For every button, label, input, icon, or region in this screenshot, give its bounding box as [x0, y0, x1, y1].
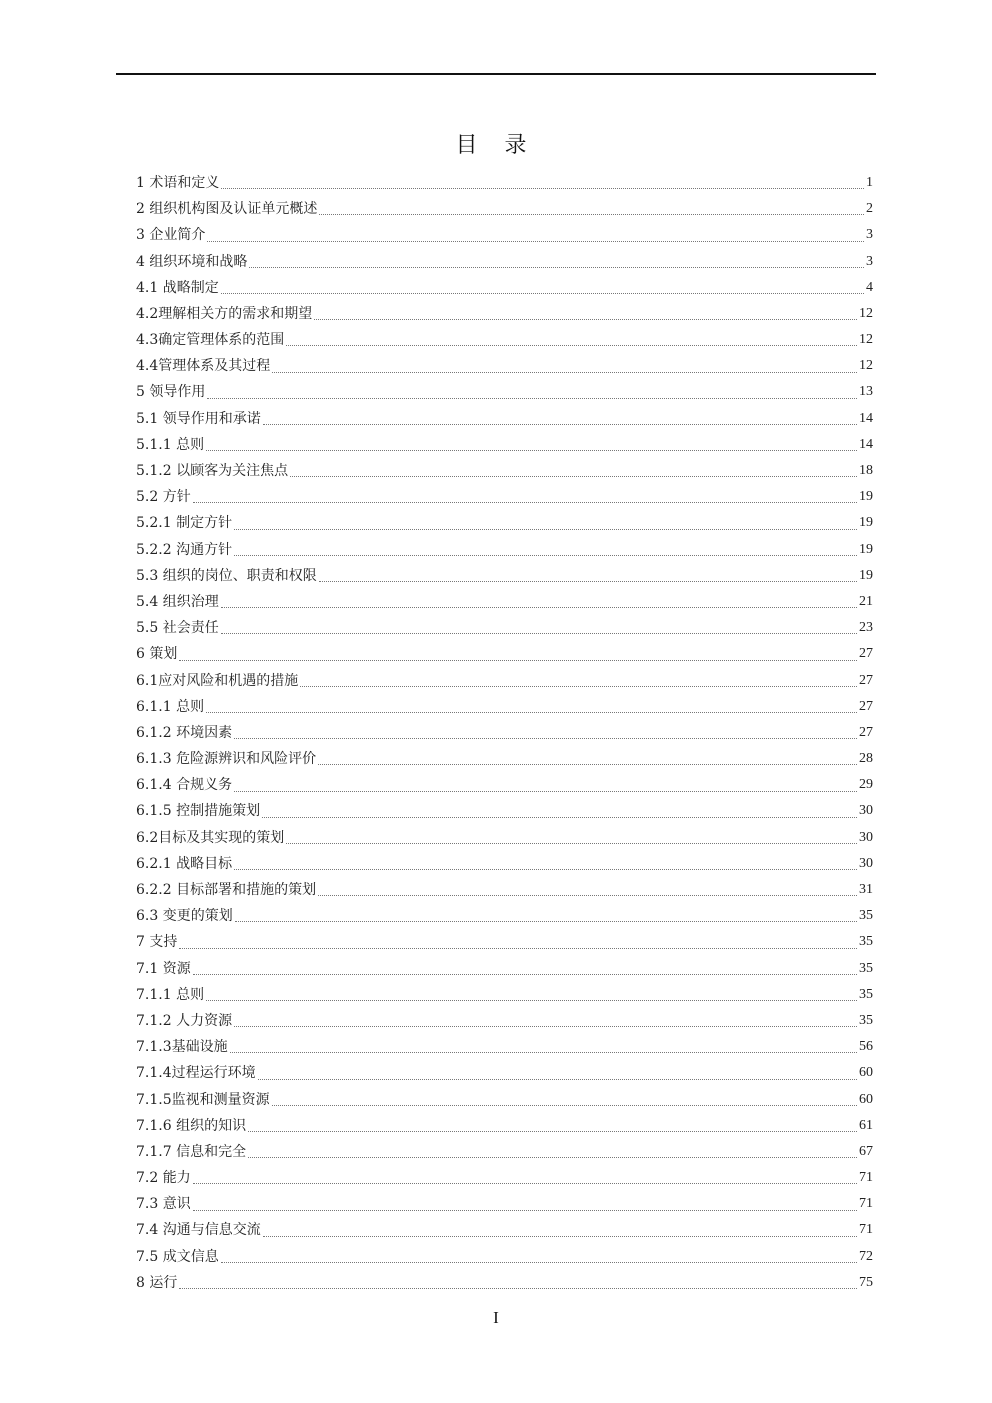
- header-rule: [116, 73, 876, 75]
- toc-entry[interactable]: [136, 1087, 873, 1113]
- toc-entry-label: 6.1.2 环境因素: [136, 724, 233, 741]
- toc-dot-leader: [319, 214, 864, 215]
- toc-entry[interactable]: [136, 510, 873, 536]
- toc-entry[interactable]: [136, 615, 873, 641]
- toc-entry-label: 6.1.4 合规义务: [136, 777, 233, 794]
- toc-dot-leader: [263, 1236, 857, 1237]
- toc-entry-label: 5.2.2 沟通方针: [136, 541, 233, 558]
- toc-entry-label: 6.1.1 总则: [136, 698, 205, 715]
- toc-dot-leader: [272, 1105, 857, 1106]
- toc-entry-page: 29: [859, 777, 873, 793]
- toc-dot-leader: [263, 424, 857, 425]
- toc-entry-label: 6.1.3 危险源辨识和风险评价: [136, 751, 317, 768]
- toc-dot-leader: [318, 764, 857, 765]
- toc-entry[interactable]: [136, 537, 873, 563]
- toc-entry[interactable]: [136, 877, 873, 903]
- toc-entry[interactable]: [136, 196, 873, 222]
- toc-entry-label: 6.1应对风险和机遇的措施: [136, 672, 299, 689]
- toc-entry[interactable]: [136, 956, 873, 982]
- toc-dot-leader: [221, 293, 864, 294]
- toc-entry-page: 60: [859, 1091, 873, 1107]
- toc-entry-page: 27: [859, 672, 873, 688]
- toc-entry[interactable]: [136, 327, 873, 353]
- toc-entry-page: 14: [859, 436, 873, 452]
- toc-entry-label: 3 企业简介: [136, 227, 206, 244]
- toc-entry[interactable]: [136, 903, 873, 929]
- toc-entry-page: 75: [859, 1274, 873, 1290]
- toc-dot-leader: [179, 1288, 857, 1289]
- toc-entry-label: 7.1.6 组织的知识: [136, 1117, 247, 1134]
- toc-entry[interactable]: [136, 1113, 873, 1139]
- toc-entry-page: 27: [859, 646, 873, 662]
- toc-entry[interactable]: [136, 1191, 873, 1217]
- toc-entry-label: 4.2理解相关方的需求和期望: [136, 305, 313, 322]
- toc-entry-page: 12: [859, 358, 873, 374]
- toc-dot-leader: [193, 1210, 857, 1211]
- toc-dot-leader: [262, 817, 857, 818]
- toc-dot-leader: [234, 1026, 857, 1027]
- toc-entry-page: 71: [859, 1222, 873, 1238]
- toc-entry[interactable]: [136, 668, 873, 694]
- toc-entry[interactable]: [136, 1034, 873, 1060]
- toc-dot-leader: [230, 1052, 857, 1053]
- toc-dot-leader: [179, 660, 857, 661]
- toc-entry-page: 72: [859, 1248, 873, 1264]
- toc-entry-label: 7.1.1 总则: [136, 986, 205, 1003]
- toc-entry-page: 21: [859, 593, 873, 609]
- toc-dot-leader: [207, 398, 857, 399]
- toc-entry-label: 7.1 资源: [136, 960, 191, 977]
- toc-entry-page: 56: [859, 1039, 873, 1055]
- toc-entry-label: 5.2.1 制定方针: [136, 515, 233, 532]
- page-number: I: [493, 1308, 499, 1327]
- toc-entry-page: 35: [859, 986, 873, 1002]
- toc-entry-label: 5.1.2 以顾客为关注焦点: [136, 463, 289, 480]
- toc-entry-page: 27: [859, 724, 873, 740]
- toc-entry-page: 19: [859, 541, 873, 557]
- toc-dot-leader: [249, 267, 864, 268]
- toc-entry-page: 12: [859, 332, 873, 348]
- toc-entry[interactable]: [136, 380, 873, 406]
- toc-dot-leader: [179, 948, 857, 949]
- toc-entry-page: 30: [859, 829, 873, 845]
- toc-title: 目 录: [455, 133, 537, 158]
- toc-entry-page: 12: [859, 305, 873, 321]
- toc-entry-label: 6.2目标及其实现的策划: [136, 829, 285, 846]
- toc-entry-page: 61: [859, 1117, 873, 1133]
- toc-entry[interactable]: [136, 170, 873, 196]
- toc-dot-leader: [207, 241, 864, 242]
- toc-dot-leader: [234, 869, 857, 870]
- toc-entry[interactable]: [136, 772, 873, 798]
- toc-entry-page: 18: [859, 463, 873, 479]
- toc-dot-leader: [206, 450, 857, 451]
- toc-dot-leader: [300, 686, 857, 687]
- toc-entry-label: 7.5 成文信息: [136, 1248, 219, 1265]
- toc-entry-label: 5.1 领导作用和承诺: [136, 410, 261, 427]
- toc-dot-leader: [221, 188, 864, 189]
- toc-entry-label: 8 运行: [136, 1274, 178, 1291]
- toc-entry[interactable]: [136, 432, 873, 458]
- toc-entry[interactable]: [136, 1218, 873, 1244]
- toc-entry-page: 71: [859, 1170, 873, 1186]
- toc-entry[interactable]: [136, 353, 873, 379]
- toc-dot-leader: [234, 791, 857, 792]
- toc-dot-leader: [234, 555, 857, 556]
- toc-dot-leader: [221, 633, 857, 634]
- toc-entry[interactable]: [136, 929, 873, 955]
- toc-dot-leader: [286, 843, 857, 844]
- toc-entry-page: 19: [859, 567, 873, 583]
- toc-dot-leader: [221, 1262, 857, 1263]
- toc-entry[interactable]: [136, 746, 873, 772]
- toc-entry-label: 4 组织环境和战略: [136, 253, 248, 270]
- toc-dot-leader: [314, 319, 857, 320]
- toc-dot-leader: [193, 1183, 857, 1184]
- toc-entry-page: 19: [859, 515, 873, 531]
- toc-entry[interactable]: [136, 249, 873, 275]
- toc-entry-label: 4.1 战略制定: [136, 279, 219, 296]
- toc-entry-page: 71: [859, 1196, 873, 1212]
- toc-dot-leader: [206, 1000, 857, 1001]
- toc-entry-page: 67: [859, 1143, 873, 1159]
- toc-entry[interactable]: [136, 1060, 873, 1086]
- toc-entry[interactable]: [136, 1165, 873, 1191]
- toc-entry-page: 60: [859, 1065, 873, 1081]
- toc-entry[interactable]: [136, 1244, 873, 1270]
- toc-entry[interactable]: [136, 982, 873, 1008]
- toc-entry-page: 35: [859, 908, 873, 924]
- toc-entry-page: 3: [866, 253, 873, 269]
- toc-entry[interactable]: [136, 563, 873, 589]
- toc-entry-page: 2: [866, 201, 873, 217]
- toc-entry[interactable]: [136, 799, 873, 825]
- toc-entry-label: 5.2 方针: [136, 489, 191, 506]
- toc-entry-page: 3: [866, 227, 873, 243]
- toc-entry-label: 7.1.2 人力资源: [136, 1012, 233, 1029]
- toc-entry-label: 7.3 意识: [136, 1196, 191, 1213]
- toc-entry-label: 5.4 组织治理: [136, 593, 219, 610]
- toc-entry-label: 4.3确定管理体系的范围: [136, 332, 285, 349]
- toc-entry-label: 5.3 组织的岗位、职责和权限: [136, 567, 317, 584]
- toc-entry-label: 6.3 变更的策划: [136, 908, 233, 925]
- toc-entry-page: 14: [859, 410, 873, 426]
- toc-list: [136, 170, 873, 1296]
- toc-entry-label: 5 领导作用: [136, 384, 206, 401]
- toc-dot-leader: [318, 895, 857, 896]
- toc-entry[interactable]: [136, 1139, 873, 1165]
- toc-entry-page: 1: [866, 174, 873, 190]
- toc-entry-label: 7 支持: [136, 934, 178, 951]
- toc-entry-label: 5.1.1 总则: [136, 436, 205, 453]
- toc-entry-label: 4.4管理体系及其过程: [136, 358, 271, 375]
- toc-dot-leader: [193, 974, 857, 975]
- toc-entry-page: 35: [859, 1012, 873, 1028]
- toc-entry-page: 30: [859, 803, 873, 819]
- toc-entry-page: 23: [859, 620, 873, 636]
- toc-entry-label: 7.1.5监视和测量资源: [136, 1091, 270, 1108]
- toc-entry-label: 6.2.1 战略目标: [136, 855, 233, 872]
- toc-entry[interactable]: [136, 406, 873, 432]
- toc-dot-leader: [319, 581, 857, 582]
- toc-entry-label: 7.1.3基础设施: [136, 1039, 228, 1056]
- toc-dot-leader: [193, 502, 857, 503]
- toc-entry-label: 7.1.4过程运行环境: [136, 1065, 256, 1082]
- toc-entry-label: 6.2.2 目标部署和措施的策划: [136, 882, 317, 899]
- toc-entry-page: 35: [859, 934, 873, 950]
- toc-dot-leader: [290, 476, 857, 477]
- toc-entry[interactable]: [136, 641, 873, 667]
- toc-dot-leader: [235, 921, 857, 922]
- toc-entry[interactable]: [136, 484, 873, 510]
- toc-entry[interactable]: [136, 301, 873, 327]
- toc-entry-label: 2 组织机构图及认证单元概述: [136, 201, 318, 218]
- toc-entry-label: 6.1.5 控制措施策划: [136, 803, 261, 820]
- toc-entry-page: 28: [859, 751, 873, 767]
- toc-entry[interactable]: [136, 851, 873, 877]
- toc-entry[interactable]: [136, 694, 873, 720]
- toc-entry-label: 6 策划: [136, 646, 178, 663]
- toc-entry[interactable]: [136, 275, 873, 301]
- toc-dot-leader: [234, 738, 857, 739]
- toc-dot-leader: [248, 1157, 857, 1158]
- toc-entry-label: 1 术语和定义: [136, 174, 220, 191]
- toc-entry-page: 13: [859, 384, 873, 400]
- toc-entry[interactable]: [136, 1270, 873, 1296]
- toc-entry[interactable]: [136, 458, 873, 484]
- toc-entry-page: 19: [859, 489, 873, 505]
- toc-dot-leader: [286, 345, 857, 346]
- toc-dot-leader: [248, 1131, 857, 1132]
- toc-dot-leader: [234, 529, 857, 530]
- toc-entry[interactable]: [136, 720, 873, 746]
- toc-dot-leader: [258, 1079, 857, 1080]
- toc-entry-page: 4: [866, 279, 873, 295]
- toc-entry-label: 7.1.7 信息和完全: [136, 1143, 247, 1160]
- toc-dot-leader: [272, 372, 857, 373]
- toc-entry[interactable]: [136, 825, 873, 851]
- toc-entry-page: 27: [859, 698, 873, 714]
- toc-entry-label: 7.4 沟通与信息交流: [136, 1222, 261, 1239]
- toc-entry-label: 5.5 社会责任: [136, 620, 219, 637]
- toc-entry-page: 30: [859, 855, 873, 871]
- toc-entry-label: 7.2 能力: [136, 1170, 191, 1187]
- toc-entry[interactable]: [136, 589, 873, 615]
- toc-entry-page: 35: [859, 960, 873, 976]
- toc-entry[interactable]: [136, 1008, 873, 1034]
- toc-entry[interactable]: [136, 222, 873, 248]
- toc-entry-page: 31: [859, 882, 873, 898]
- toc-dot-leader: [221, 607, 857, 608]
- toc-dot-leader: [206, 712, 857, 713]
